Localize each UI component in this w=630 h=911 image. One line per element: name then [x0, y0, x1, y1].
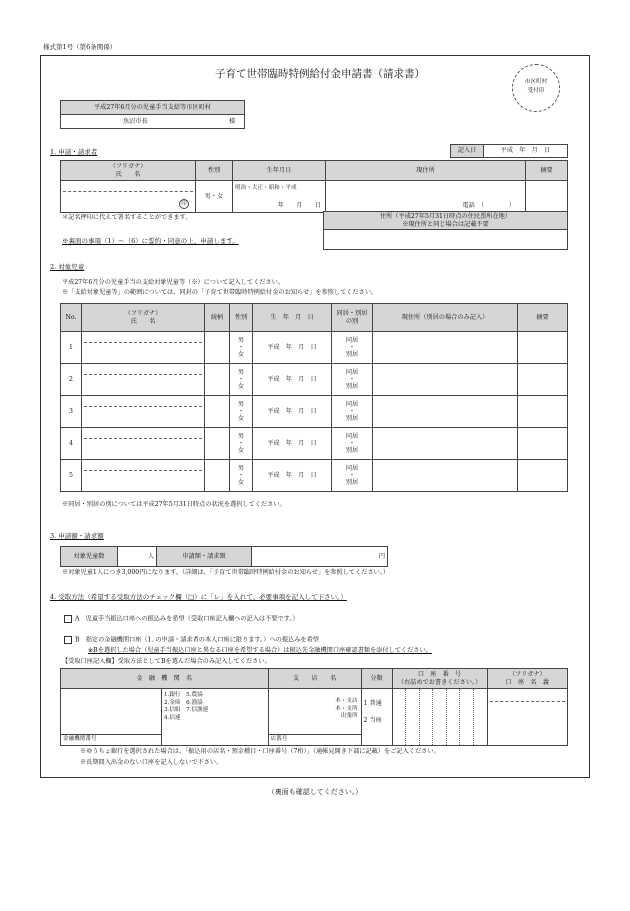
account-number-hint: （右詰めでお書きください。）: [397, 678, 482, 686]
dormant-note: ※長期間入出金のない口座を記入しないで下さい。: [80, 759, 223, 766]
account-type-field[interactable]: [361, 689, 392, 746]
branch-field[interactable]: [268, 689, 361, 746]
col-note: 摘要: [518, 304, 568, 332]
child-note-field[interactable]: [518, 460, 568, 492]
col-furigana: （フリガナ）: [124, 310, 162, 318]
child-no: 3: [61, 396, 82, 428]
child-birth-field[interactable]: 平成 年 月 日: [253, 460, 332, 492]
living-sep: ・: [348, 439, 356, 447]
gender-sep: ・: [237, 407, 245, 415]
living-sep: ・: [348, 407, 356, 415]
birth-ymd: 年 月 日: [277, 201, 321, 209]
branch-type-options: [335, 698, 357, 721]
amount-note: ※対象児童1人につき3,000円になります。（詳細は、「子育て世帯臨時特例給付金のお知らせ」を参照してください。）: [62, 569, 390, 576]
bank-type-3: 3.信組 7.信漁連: [164, 707, 209, 714]
gender-male: 男: [237, 400, 245, 408]
gender-female: 女: [237, 447, 245, 455]
child-address-field[interactable]: [373, 460, 518, 492]
gender-female: 女: [237, 415, 245, 423]
amount-label: 申請額・請求額: [157, 547, 252, 567]
gender-male: 男: [237, 368, 245, 376]
child-no: 2: [61, 364, 82, 396]
bank-type-2: 2.金庫 6.漁協: [164, 699, 203, 706]
living-together: 同居: [345, 464, 359, 472]
child-relation-field[interactable]: [205, 364, 230, 396]
registered-address-box: [323, 211, 568, 250]
section2-title: 2. 対象児童: [50, 263, 85, 271]
living-apart: 別居: [345, 415, 359, 423]
account-digits: [393, 689, 487, 745]
bank-name-header: 金 融 機 関 名: [61, 669, 269, 689]
gender-sep: ・: [237, 471, 245, 479]
address-field[interactable]: [326, 181, 526, 213]
child-note-field[interactable]: [518, 396, 568, 428]
branch-code-label: 店番号: [270, 736, 288, 742]
stamp-line1: 市区町村: [524, 79, 548, 85]
col-living1: 同居・別居: [336, 310, 368, 318]
holder-kana-label: （フリガナ）: [508, 670, 546, 678]
col-gender: 性別: [230, 304, 253, 332]
living-together: 同居: [345, 368, 359, 376]
amount-field[interactable]: [252, 547, 388, 567]
same-address-note: ※現住所と同じ場合は記載不要: [402, 220, 489, 228]
gender-sep: ・: [237, 439, 245, 447]
child-birth-field[interactable]: 平成 年 月 日: [253, 332, 332, 364]
child-row: [61, 460, 568, 492]
entry-date-field[interactable]: 平成 年 月 日: [484, 145, 568, 158]
gender-male: 男: [237, 336, 245, 344]
branch-type-1: 本・支店: [335, 698, 358, 704]
child-birth-field[interactable]: 平成 年 月 日: [253, 364, 332, 396]
branch-code-row[interactable]: [269, 734, 361, 745]
child-note-field[interactable]: [518, 364, 568, 396]
holder-label: 口 座 名 義: [505, 678, 549, 686]
child-gender-field[interactable]: [230, 396, 253, 428]
option-b-label: B 指定の金融機関口座（1. の申請・請求者の本人口座に限ります。）への振込みを希望: [75, 636, 319, 644]
bank-table: [60, 668, 568, 746]
option-b-checkbox[interactable]: [64, 636, 72, 644]
child-relation-field[interactable]: [205, 396, 230, 428]
era-options: 明治・大正・昭和・平成: [235, 185, 297, 191]
living-apart: 別居: [345, 447, 359, 455]
child-gender-field[interactable]: [230, 332, 253, 364]
child-name-field[interactable]: [82, 460, 205, 492]
option-b[interactable]: [64, 636, 319, 644]
entry-date-box: [450, 144, 568, 158]
col-relation: 続柄: [205, 304, 230, 332]
option-b-note: ※Bを選択した場合（児童手当振込口座と異なる口座を希望する場合）は振込先金融機関口座確認書類を添付してください。: [88, 647, 432, 654]
child-name-field[interactable]: [82, 332, 205, 364]
option-a-checkbox[interactable]: [64, 615, 72, 623]
children-rows: [61, 332, 568, 492]
col-birth: 生 年 月 日: [253, 304, 332, 332]
applicant-name-field[interactable]: [61, 181, 196, 213]
account-number-label: 口 座 番 号: [417, 670, 462, 678]
child-relation-field[interactable]: [205, 428, 230, 460]
holder-header: [487, 669, 567, 689]
gender-sep: ・: [237, 375, 245, 383]
bank-name-field[interactable]: [61, 689, 162, 746]
reception-stamp-area: [512, 64, 560, 112]
option-a-label: A 児童手当振込口座への振込みを希望（受取口座記入欄への記入は不要です。）: [75, 615, 299, 623]
living-apart: 別居: [345, 383, 359, 391]
phone-field[interactable]: 電話 （ ）: [462, 201, 515, 209]
col-address: 現住所（別居の場合のみ記入）: [373, 304, 518, 332]
applicant-name-header: [61, 161, 196, 181]
section3-title: 3. 申請額・請求額: [50, 532, 104, 540]
birth-header: 生年月日: [233, 161, 326, 181]
child-living-field[interactable]: [332, 332, 373, 364]
gender-female: 女: [237, 479, 245, 487]
child-note-field[interactable]: [518, 332, 568, 364]
col-living: [332, 304, 373, 332]
option-a[interactable]: [64, 615, 299, 623]
bank-section-label: 【受取口座記入欄】受取方法としてBを選んだ場合のみ記入してください。: [62, 658, 271, 665]
name-label: 氏 名: [115, 170, 141, 178]
registered-address-note: 住所（平成27年5月31日時点の住民票所在地）: [379, 212, 512, 220]
living-sep: ・: [348, 375, 356, 383]
section2-desc1: 平成27年6月分の児童手当の支給対象児童等（※）について記入してください。: [62, 279, 285, 286]
footer-note: （裏面も確認してください。）: [267, 788, 363, 796]
birth-field[interactable]: [233, 181, 326, 213]
addressee-honorific: 様: [229, 118, 236, 125]
child-birth-field[interactable]: 平成 年 月 日: [253, 428, 332, 460]
child-row: [61, 364, 568, 396]
child-no: 1: [61, 332, 82, 364]
child-name-field[interactable]: [82, 364, 205, 396]
registered-address-field[interactable]: [324, 230, 568, 250]
gender-male: 男: [237, 432, 245, 440]
bank-code-label: 金融機関番号: [63, 736, 97, 742]
child-row: [61, 428, 568, 460]
account-number-header: [392, 669, 487, 689]
stamp-line2: 受付印: [527, 88, 545, 94]
registered-address-header: [324, 212, 568, 230]
note-header: 摘要: [526, 161, 568, 181]
gender-male: 男: [237, 464, 245, 472]
yucho-note: ※ゆうちょ銀行を選択された場合は、「振込用の店名・預金種目・口座番号（7桁）」（通帳見開き下部に記載）をご記入ください。: [80, 748, 440, 755]
child-count-label: 対象児童数: [61, 547, 118, 567]
form-title: 子育て世帯臨時特例給付金申請書（請求書）: [215, 68, 425, 80]
bank-type-options[interactable]: [162, 689, 269, 746]
bank-type-1: 1.銀行 5.農協: [164, 692, 203, 698]
child-row: [61, 332, 568, 364]
col-name: [82, 304, 205, 332]
child-count-field[interactable]: [118, 547, 157, 567]
child-living-field[interactable]: [332, 396, 373, 428]
child-gender-field[interactable]: [230, 460, 253, 492]
col-no: No.: [61, 304, 82, 332]
addressee-box: [60, 100, 245, 129]
living-together: 同居: [345, 400, 359, 408]
child-name-field[interactable]: [82, 396, 205, 428]
child-living-field[interactable]: [332, 364, 373, 396]
signature-note: ＊記名押印に代えて署名することができます。: [62, 214, 192, 221]
branch-type-2: 本・支所: [335, 705, 358, 712]
child-living-field[interactable]: [332, 460, 373, 492]
living-together: 同居: [345, 432, 359, 440]
holder-field[interactable]: [487, 689, 567, 746]
section4-title: 4. 受取方法（希望する受取方法のチェック欄（□）に「レ」を入れて、必要事項を記入して下さい。）: [50, 593, 347, 601]
child-address-field[interactable]: [373, 396, 518, 428]
gender-female: 女: [237, 383, 245, 391]
agreement-note: ※裏面の事項（1）〜（6）に誓約・同意の上、申請します。: [62, 237, 239, 245]
furigana-label: （フリガナ）: [109, 163, 147, 171]
addressee-header: 平成27年6月分の児童手当支給等市区町村: [61, 101, 245, 115]
children-table: [60, 303, 568, 492]
gender-field[interactable]: 男・女: [196, 181, 233, 213]
child-address-field[interactable]: [373, 428, 518, 460]
note-field[interactable]: [526, 181, 568, 213]
col-living2: の別: [345, 317, 359, 325]
child-address-field[interactable]: [373, 364, 518, 396]
child-birth-field[interactable]: 平成 年 月 日: [253, 396, 332, 428]
entry-date-label: 記入日: [451, 145, 484, 158]
account-type-1: 1 普通: [363, 700, 382, 707]
child-name-field[interactable]: [82, 428, 205, 460]
gender-female: 女: [237, 351, 245, 359]
child-address-field[interactable]: [373, 332, 518, 364]
address-header: 現住所: [326, 161, 526, 181]
branch-type-3: 出張所: [340, 713, 358, 720]
gender-header: 性別: [196, 161, 233, 181]
col-name-label: 氏 名: [130, 317, 156, 325]
child-living-field[interactable]: [332, 428, 373, 460]
type-header: 分類: [361, 669, 392, 689]
section2-desc2: ※「支給対象児童等」の範囲については、同封の「子育て世帯臨時特例給付金のお知らせ」を参照してください。: [62, 289, 378, 296]
child-relation-field[interactable]: [205, 460, 230, 492]
living-together: 同居: [345, 336, 359, 344]
living-apart: 別居: [345, 479, 359, 487]
child-row: [61, 396, 568, 428]
bank-code-row[interactable]: [61, 734, 161, 745]
account-type-2: 2 当座: [363, 717, 382, 724]
amount-table: [60, 546, 388, 567]
living-sep: ・: [348, 343, 356, 351]
branch-header: 支 店 名: [268, 669, 361, 689]
living-footnote: ※同居・別居の別については平成27年5月31日時点の状況を選択してください。: [62, 501, 286, 508]
living-sep: ・: [348, 471, 356, 479]
amount-unit: 円: [378, 552, 385, 560]
seal-icon: 印: [179, 199, 189, 209]
child-relation-field[interactable]: [205, 332, 230, 364]
applicant-table: [60, 160, 568, 213]
child-count-unit: 人: [147, 552, 154, 560]
form-number: 様式第1号（第6条関係）: [43, 43, 117, 51]
gender-sep: ・: [237, 343, 245, 351]
child-gender-field[interactable]: [230, 364, 253, 396]
child-gender-field[interactable]: [230, 428, 253, 460]
child-note-field[interactable]: [518, 428, 568, 460]
addressee-name-cell: [61, 115, 245, 129]
child-no: 5: [61, 460, 82, 492]
section1-title: 1. 申請・請求者: [50, 148, 98, 156]
bank-type-4: 4.信連: [164, 714, 181, 721]
addressee-name: 魚沼市長: [123, 118, 148, 125]
account-number-field[interactable]: [392, 689, 487, 746]
child-no: 4: [61, 428, 82, 460]
living-apart: 別居: [345, 351, 359, 359]
